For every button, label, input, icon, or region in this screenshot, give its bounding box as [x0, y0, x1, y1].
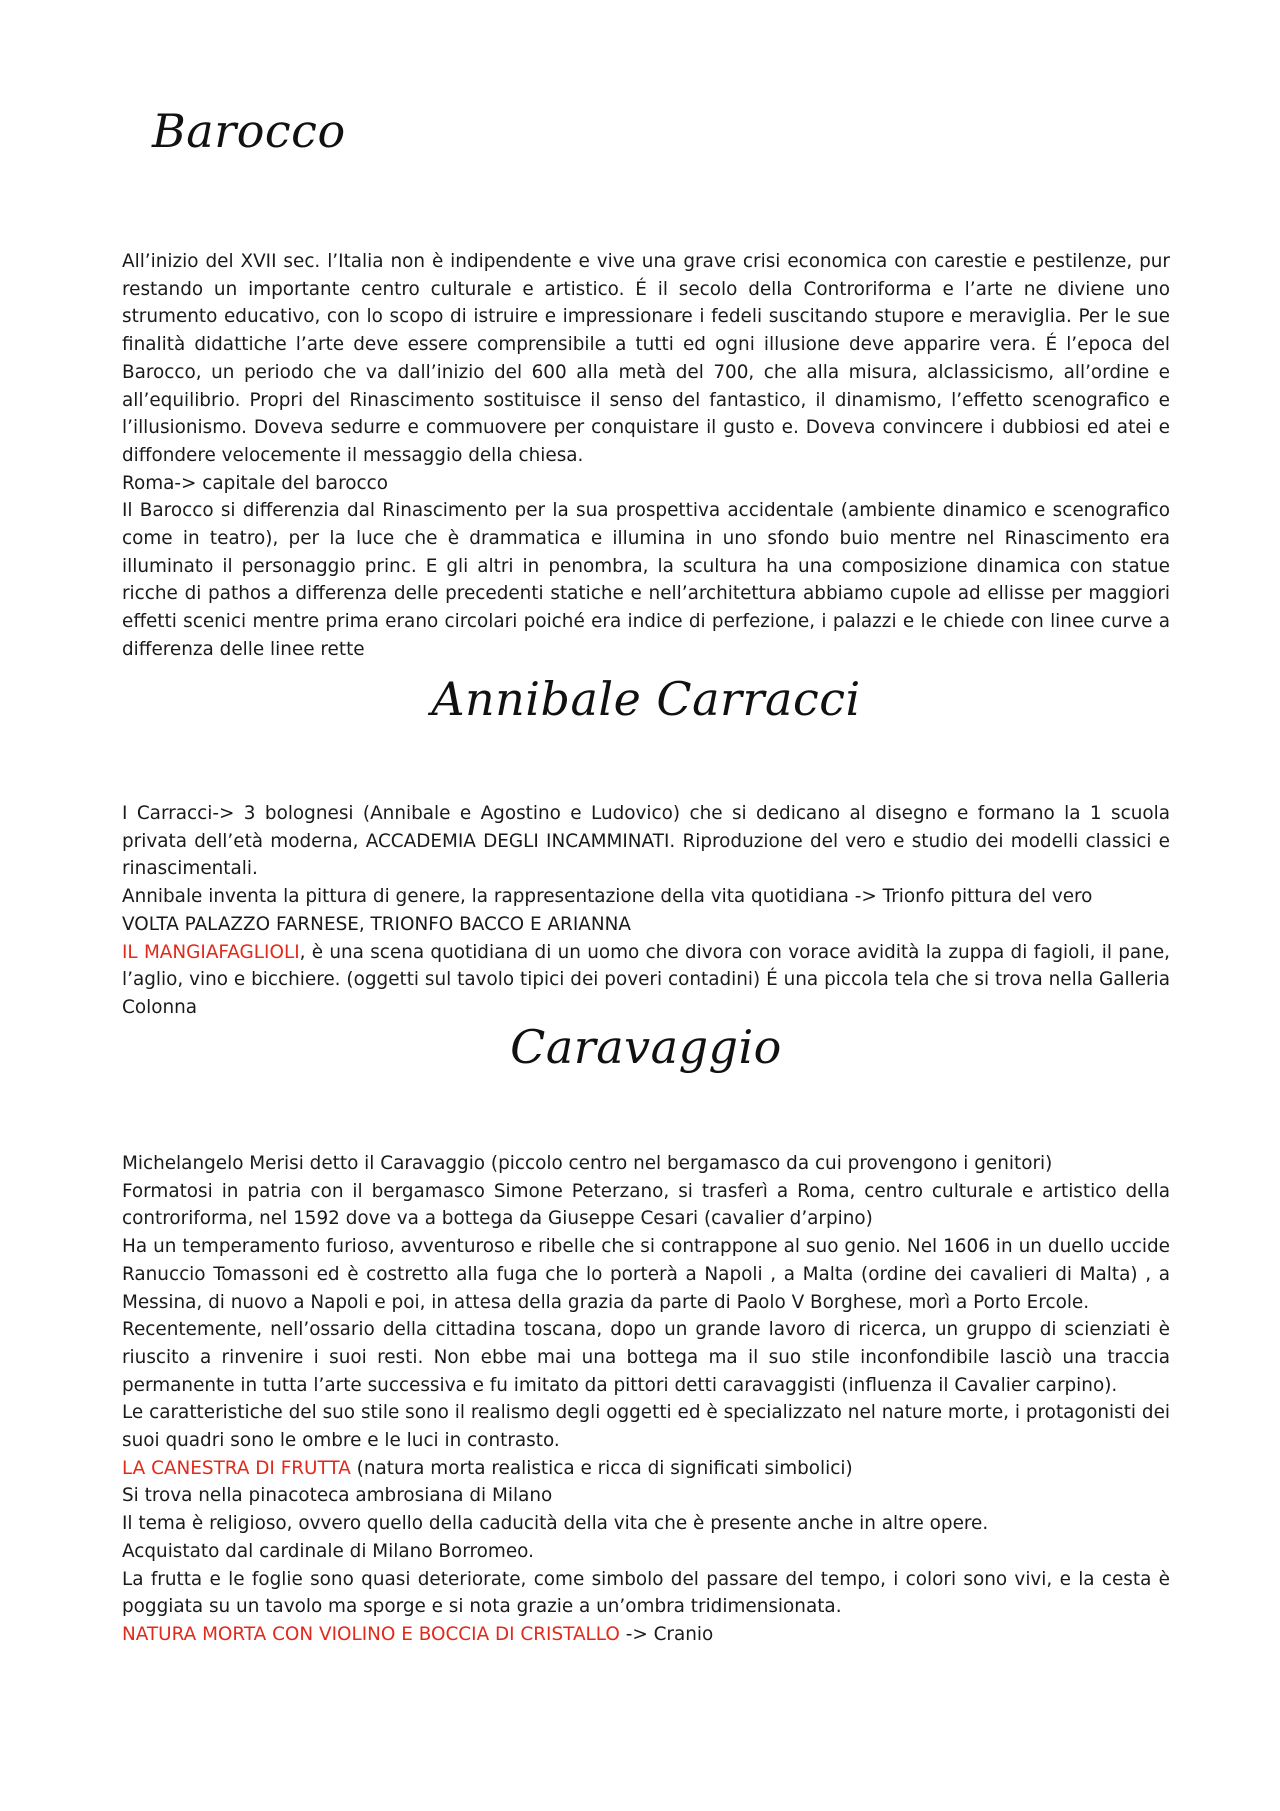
paragraph-text: -> Cranio: [619, 1623, 714, 1645]
paragraph-text: , è una scena quotidiana di un uomo che divora con vorace avidità la zuppa di fagioli, il pane, l’aglio, vino e bicchiere. (oggetti sul tavolo tipici dei poveri contadini) É una piccola tela che si trova nella Galleria Colonna: [122, 941, 1170, 1018]
section-title-annibale-carracci: Annibale Carracci: [431, 672, 861, 726]
artwork-title-highlight: NATURA MORTA CON VIOLINO E BOCCIA DI CRISTALLO: [122, 1623, 620, 1645]
section-title-barocco: Barocco: [152, 104, 346, 158]
paragraph: I Carracci-> 3 bolognesi (Annibale e Agostino e Ludovico) che si dedicano al disegno e formano la 1 scuola privata dell’età moderna, ACCADEMIA DEGLI INCAMMINATI. Riproduzione del vero e studio dei modelli classici e rinascimentali.: [122, 803, 1170, 880]
section-title-caravaggio: Caravaggio: [510, 1020, 782, 1074]
paragraph: VOLTA PALAZZO FARNESE, TRIONFO BACCO E ARIANNA: [122, 913, 631, 935]
paragraph: Annibale inventa la pittura di genere, la rappresentazione della vita quotidiana -> Trionfo pittura del vero: [122, 886, 1093, 908]
paragraph: Formatosi in patria con il bergamasco Simone Peterzano, si trasferì a Roma, centro culturale e artistico della controriforma, nel 1592 dove va a bottega da Giuseppe Cesari (cavalier d’arpino): [122, 1180, 1170, 1230]
paragraph: Michelangelo Merisi detto il Caravaggio (piccolo centro nel bergamasco da cui provengono i genitori): [122, 1153, 1053, 1174]
paragraph-highlight: [122, 939, 1170, 1022]
paragraph: Roma-> capitale del barocco: [122, 472, 388, 494]
paragraph: Le caratteristiche del suo stile sono il realismo degli oggetti ed è specializzato nel nature morte, i protagonisti dei suoi quadri sono le ombre e le luci in contrasto.: [122, 1402, 1170, 1452]
artwork-title-highlight: LA CANESTRA DI FRUTTA: [122, 1457, 351, 1479]
artwork-title-highlight: IL MANGIAFAGLIOLI: [122, 941, 300, 963]
paragraph-highlight: [122, 1621, 1170, 1649]
paragraph: Acquistato dal cardinale di Milano Borromeo.: [122, 1540, 534, 1562]
paragraph: All’inizio del XVII sec. l’Italia non è indipendente e vive una grave crisi economica con carestie e pestilenze, pur restando un importante centro culturale e artistico. É il secolo della Controriforma e l’arte ne diviene uno strumento educativo, con lo scopo di istruire e impressionare i fedeli suscitando stupore e meraviglia. Per le sue finalità didattiche l’arte deve essere comprensibile a tutti ed ogni illusione deve apparire vera. É l’epoca del Barocco, un periodo che va dall’inizio del 600 alla metà del 700, che alla misura, alclassicismo, all’ordine e all’equilibrio. Propri del Rinascimento sostituisce il senso del fantastico, il dinamismo, l’effetto scenografico e l’illusionismo. Doveva sedurre e commuovere per conquistare il gusto e. Doveva convincere i dubbiosi ed atei e diffondere velocemente il messaggio della chiesa.: [122, 251, 1170, 466]
paragraph: Ha un temperamento furioso, avventuroso e ribelle che si contrappone al suo genio. Nel 1606 in un duello uccide Ranuccio Tomassoni ed è costretto alla fuga che lo porterà a Napoli , a Malta (ordine dei cavalieri di Malta) , a Messina, di nuovo a Napoli e poi, in attesa della grazia da parte di Paolo V Borghese, morì a Porto Ercole.: [122, 1236, 1170, 1313]
paragraph: Recentemente, nell’ossario della cittadina toscana, dopo un grande lavoro di ricerca, un gruppo di scienziati è riuscito a rinvenire i suoi resti. Non ebbe mai una bottega ma il suo stile inconfondibile lasciò una traccia permanente in tutta l’arte successiva e fu imitato da pittori detti caravaggisti (influenza il Cavalier carpino).: [122, 1319, 1170, 1396]
section-body-carracci: [122, 800, 1170, 1022]
section-body-caravaggio: [122, 1150, 1170, 1649]
paragraph: Il tema è religioso, ovvero quello della caducità della vita che è presente anche in altre opere.: [122, 1513, 989, 1535]
paragraph: La frutta e le foglie sono quasi deteriorate, come simbolo del passare del tempo, i colori sono vivi, e la cesta è poggiata su un tavolo ma sporge e si nota grazie a un’ombra tridimensionata.: [122, 1568, 1170, 1618]
paragraph-highlight: [122, 1455, 1170, 1483]
section-body-barocco: [122, 248, 1170, 664]
paragraph: Il Barocco si differenzia dal Rinascimento per la sua prospettiva accidentale (ambiente dinamico e scenografico come in teatro), per la luce che è drammatica e illumina in uno sfondo buio mentre nel Rinascimento era illuminato il personaggio princ. E gli altri in penombra, la scultura ha una composizione dinamica con statue ricche di pathos a differenza delle precedenti statiche e nell’architettura abbiamo cupole ad ellisse per maggiori effetti scenici mentre prima erano circolari poiché era indice di perfezione, i palazzi e le chiede con linee curve a differenza delle linee rette: [122, 500, 1170, 660]
paragraph: Si trova nella pinacoteca ambrosiana di Milano: [122, 1485, 553, 1507]
paragraph-text: (natura morta realistica e ricca di significati simbolici): [350, 1457, 853, 1479]
